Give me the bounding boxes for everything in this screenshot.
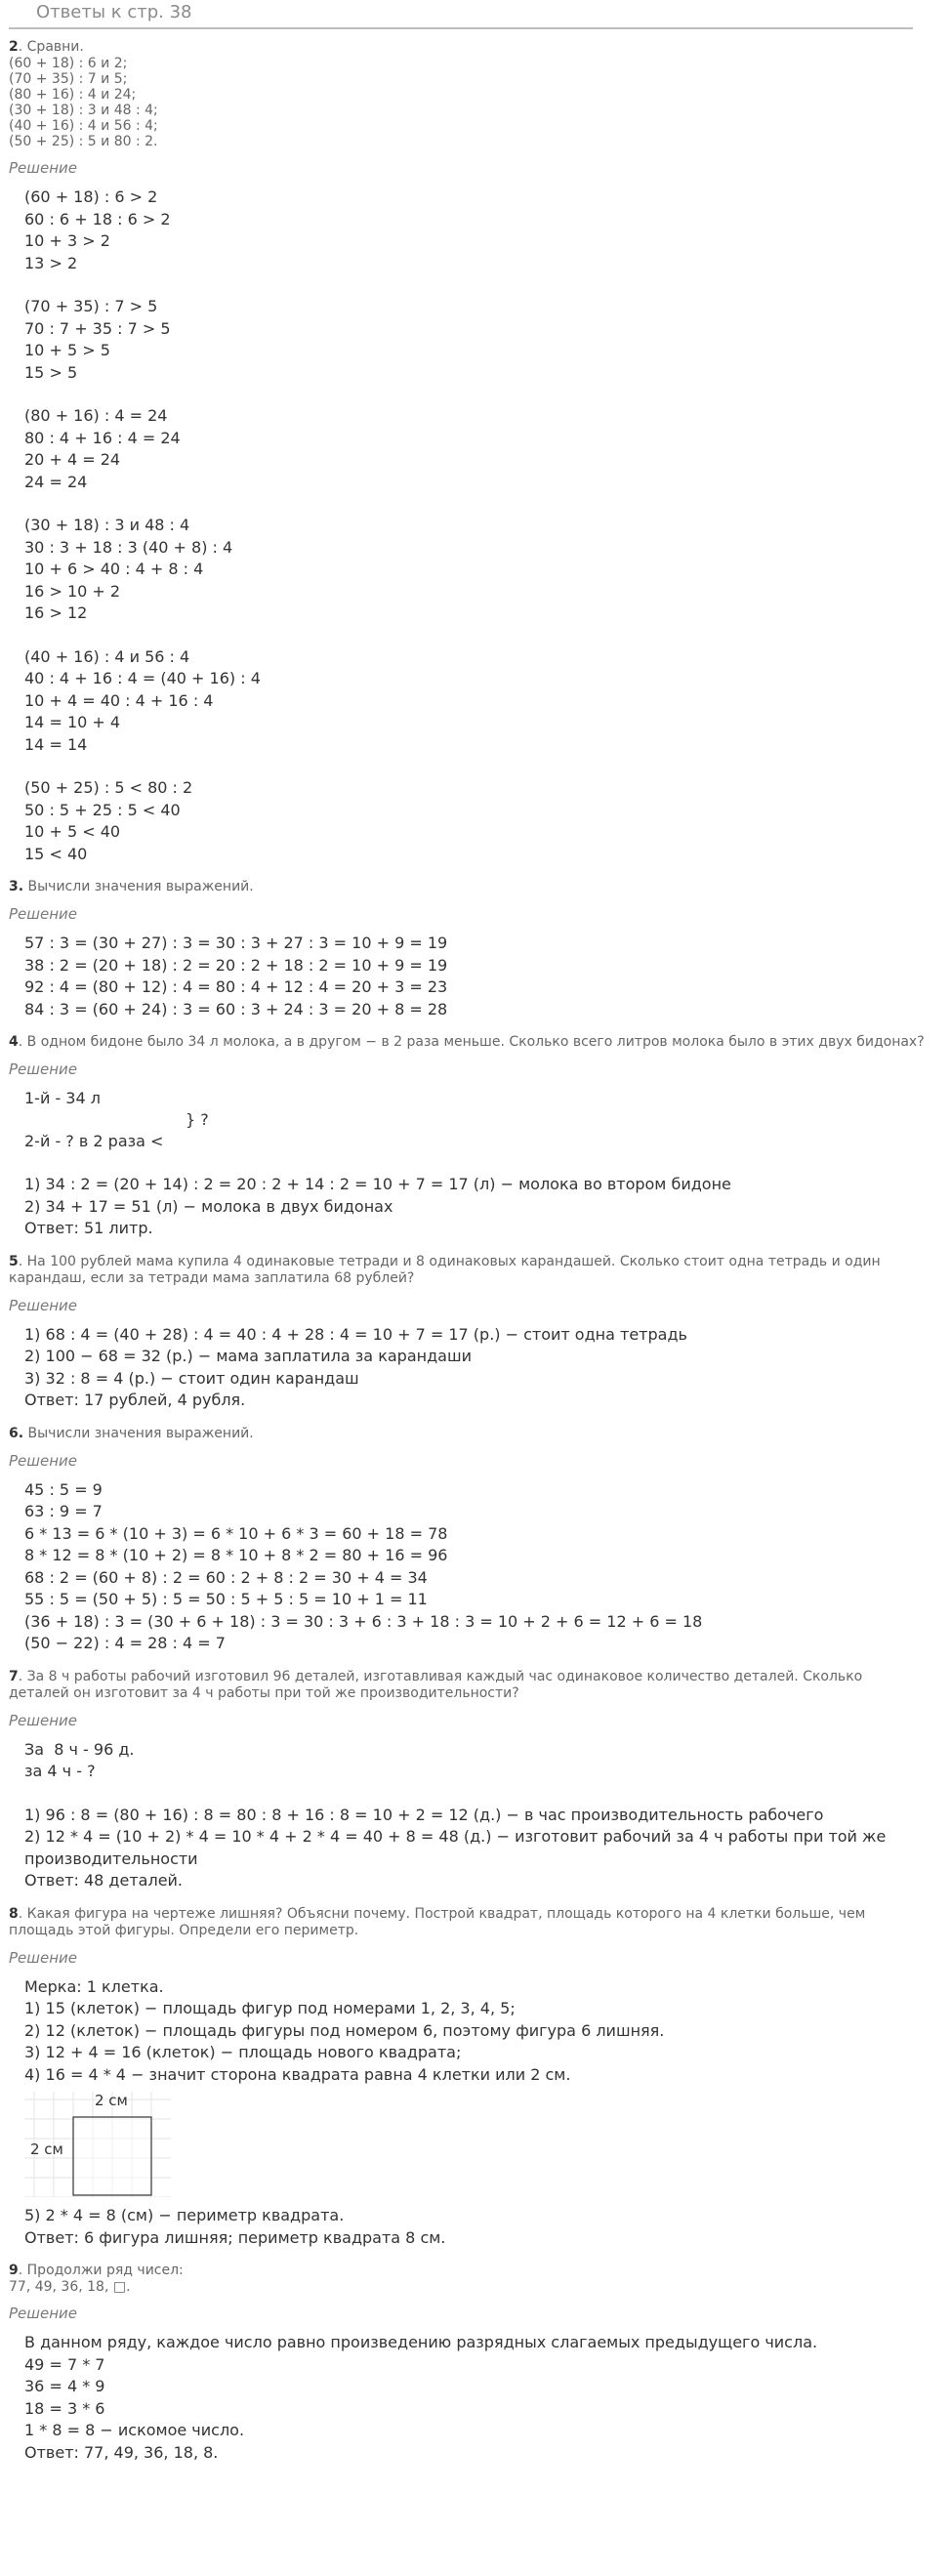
solution-line: 70 : 7 + 35 : 7 > 5 [24,318,171,338]
task-3 [9,879,937,1020]
solution-line: 3) 32 : 8 = 4 (р.) − стоит один карандаш [24,1368,359,1388]
solution-line: (50 − 22) : 4 = 28 : 4 = 7 [24,1634,226,1652]
square-top-label: 2 см [95,2092,128,2109]
solution-line: Мерка: 1 клетка. [24,1976,164,1996]
solution-line: 63 : 9 = 7 [24,1502,103,1520]
solution-line: 15 > 5 [24,362,78,382]
task-number: 2 [9,39,19,55]
given-line: (30 + 18) : 3 и 48 : 4; [9,103,158,118]
task-number: 8 [9,1905,19,1922]
solution-line: (50 + 25) : 5 < 80 : 2 [24,778,193,797]
square-shape [73,2117,151,2195]
solution-line: (40 + 16) : 4 и 56 : 4 [24,646,190,666]
task-statement: 2. Сравни. [9,39,84,55]
task-text: . На 100 рублей мама купила 4 одинаковые тетради и 8 одинаковых карандашей. Сколько стоит одна тетрадь и один карандаш, если за тетради мама заплатила 68 рублей? [9,1253,881,1286]
solution-line: Ответ: 6 фигура лишняя; периметр квадрата 8 см. [24,2227,446,2247]
scheme-row: За 8 ч - 96 д. [24,1739,135,1759]
solution-line: 6 * 13 = 6 * (10 + 3) = 6 * 10 + 6 * 3 = 60 + 18 = 78 [24,1523,448,1543]
solution-line: 4) 16 = 4 * 4 − значит сторона квадрата равна 4 клетки или 2 см. [24,2064,571,2084]
solution-line: 13 > 2 [24,253,78,272]
square-left-label: 2 см [30,2140,63,2158]
solution-line: 16 > 12 [24,603,88,622]
solution-body [9,1088,937,1240]
task-text: . За 8 ч работы рабочий изготовил 96 деталей, изготавливая каждый час одинаковое количество деталей. Сколько деталей он изготовит за 4 ч работы при той же производительности? [9,1668,863,1701]
solution-label: Решение [9,1711,78,1729]
solution-label: Решение [9,905,78,923]
task-statement [9,1669,927,1702]
solution-label: Решение [9,2305,78,2322]
task-text: Вычисли значения выражений. [27,879,254,894]
task-text: . Продолжи ряд чисел: [18,2263,184,2278]
task-7 [9,1669,937,1892]
given-line: (60 + 18) : 6 и 2; [9,56,128,71]
task-4 [9,1034,937,1240]
solution-line: 40 : 4 + 16 : 4 = (40 + 16) : 4 [24,669,261,687]
task-statement [9,879,927,895]
solution-line: 57 : 3 = (30 + 27) : 3 = 30 : 3 + 27 : 3 = 10 + 9 = 19 [24,934,448,952]
solution-line: 10 + 6 > 40 : 4 + 8 : 4 [24,560,204,578]
solution-body [9,187,937,865]
solution-line: 8 * 12 = 8 * (10 + 2) = 8 * 10 + 8 * 2 = 80 + 16 = 96 [24,1546,448,1564]
solution-line: 10 + 5 > 5 [24,341,110,359]
task-text: Сравни. [26,39,84,55]
given-line: (50 + 25) : 5 и 80 : 2. [9,134,158,149]
given-line: (80 + 16) : 4 и 24; [9,87,137,103]
scheme-brace: } ? [186,1110,209,1129]
page-title: Ответы к стр. 38 [36,2,192,22]
solution-line: 50 : 5 + 25 : 5 < 40 [24,800,181,819]
solution-line: 10 + 4 = 40 : 4 + 16 : 4 [24,690,214,710]
solution-body [9,1976,937,2250]
solution-line: 16 > 10 + 2 [24,581,121,601]
task-9 [9,2263,937,2464]
solution-line: 60 : 6 + 18 : 6 > 2 [24,209,171,229]
scheme-row: 2-й - ? в 2 раза < [24,1132,164,1150]
task-statement [9,1034,927,1051]
solution-line: 1) 15 (клеток) − площадь фигур под номерами 1, 2, 3, 4, 5; [24,1999,516,2017]
solution-line: (80 + 16) : 4 = 24 [24,406,168,425]
given-line: (40 + 16) : 4 и 56 : 4; [9,118,158,134]
solution-line: Ответ: 17 рублей, 4 рубля. [24,1391,246,1409]
solution-line: Ответ: 48 деталей. [24,1871,184,1890]
solution-line: Ответ: 51 литр. [24,1219,153,1237]
solution-line: (70 + 35) : 7 > 5 [24,297,158,315]
task-8 [9,1906,937,2250]
solution-body [9,1739,937,1892]
solution-line: 10 + 3 > 2 [24,231,110,250]
solution-line: 55 : 5 = (50 + 5) : 5 = 50 : 5 + 5 : 5 = 10 + 1 = 11 [24,1590,428,1608]
solution-label: Решение [9,159,78,177]
solution-line: 1) 34 : 2 = (20 + 14) : 2 = 20 : 2 + 14 : 2 = 10 + 7 = 17 (л) − молока во втором бидоне [24,1175,731,1193]
solution-line: 14 = 14 [24,734,88,754]
task-5 [9,1254,937,1412]
solution-line: В данном ряду, каждое число равно произведению разрядных слагаемых предыдущего числа. [24,2333,818,2351]
solution-line: 14 = 10 + 4 [24,713,121,731]
task-2 [9,39,937,865]
task-number: 5 [9,1253,19,1269]
task-text: . Какая фигура на чертеже лишняя? Объясни почему. Построй квадрат, площадь которого на 4 клетки больше, чем площадь этой фигуры. Определи его периметр. [9,1905,866,1938]
solution-line: (30 + 18) : 3 и 48 : 4 [24,516,190,534]
solution-line: 2) 34 + 17 = 51 (л) − молока в двух бидонах [24,1196,393,1216]
scheme-row: за 4 ч - ? [24,1762,96,1780]
solution-line: 2) 12 (клеток) − площадь фигуры под номером 6, поэтому фигура 6 лишняя. [24,2020,665,2040]
solution-body [9,933,937,1020]
solution-line: 92 : 4 = (80 + 12) : 4 = 80 : 4 + 12 : 4 = 20 + 3 = 23 [24,977,448,996]
task-number: 9 [9,2263,19,2278]
solution-label: Решение [9,1060,78,1078]
solution-body [9,1324,937,1412]
solution-label: Решение [9,1451,78,1470]
task-text: . В одном бидоне было 34 л молока, а в другом − в 2 раза меньше. Сколько всего литров молока было в этих двух бидонах? [18,1034,925,1050]
solution-label: Решение [9,1948,78,1967]
solution-line: 10 + 5 < 40 [24,822,121,841]
task-text: Вычисли значения выражений. [27,1425,254,1441]
solution-line: 18 = 3 * 6 [24,2398,105,2418]
solution-line: 84 : 3 = (60 + 24) : 3 = 60 : 3 + 24 : 3 = 20 + 8 = 28 [24,999,448,1018]
solution-line: 3) 12 + 4 = 16 (клеток) − площадь нового квадрата; [24,2043,462,2061]
solution-line: 1) 68 : 4 = (40 + 28) : 4 = 40 : 4 + 28 : 4 = 10 + 7 = 17 (р.) − стоит одна тетрадь [24,1324,687,1344]
scheme-row: 1-й - 34 л [24,1089,101,1107]
solution-line: 2) 12 * 4 = (10 + 2) * 4 = 10 * 4 + 2 * 4 = 40 + 8 = 48 (д.) − изготовит рабочий за 4 ч работы при той же производительности [24,1827,887,1868]
solution-line: 1) 96 : 8 = (80 + 16) : 8 = 80 : 8 + 16 : 8 = 10 + 2 = 12 (д.) − в час производительность рабочего [24,1805,824,1824]
task-number: 7 [9,1668,19,1684]
task-statement [9,1906,927,1939]
solution-body [9,1479,937,1655]
task-number: 6. [9,1425,24,1441]
solution-line: 38 : 2 = (20 + 18) : 2 = 20 : 2 + 18 : 2 = 10 + 9 = 19 [24,955,448,975]
solution-line: 68 : 2 = (60 + 8) : 2 = 60 : 2 + 8 : 2 = 30 + 4 = 34 [24,1567,428,1587]
solution-line: 24 = 24 [24,472,88,491]
solution-line: 80 : 4 + 16 : 4 = 24 [24,428,181,447]
given-line: 77, 49, 36, 18, □. [9,2279,131,2295]
solution-label: Решение [9,1296,78,1314]
solution-line: (60 + 18) : 6 > 2 [24,187,158,206]
task-statement [9,1254,927,1287]
task-statement [9,2263,927,2279]
solution-line: 2) 100 − 68 = 32 (р.) − мама заплатила за карандаши [24,1347,472,1365]
solution-line: 30 : 3 + 18 : 3 (40 + 8) : 4 [24,537,233,557]
given-line: (70 + 35) : 7 и 5; [9,71,128,87]
solution-line: 49 = 7 * 7 [24,2354,105,2374]
header-bar [9,0,913,29]
solution-line: 36 = 4 * 9 [24,2377,105,2395]
task-statement [9,1426,927,1442]
solution-line: Ответ: 77, 49, 36, 18, 8. [24,2442,219,2462]
solution-line: (36 + 18) : 3 = (30 + 6 + 18) : 3 = 30 : 3 + 6 : 3 + 18 : 3 = 10 + 2 + 6 = 12 + 6 = 18 [24,1611,703,1631]
solution-line: 5) 2 * 4 = 8 (см) − периметр квадрата. [24,2206,345,2224]
solution-line: 1 * 8 = 8 − искомое число. [24,2421,245,2439]
task-6 [9,1426,937,1655]
task-number: 4 [9,1034,19,1050]
solution-line: 15 < 40 [24,844,88,863]
solution-body [9,2332,937,2464]
task-number: 3. [9,879,24,894]
solution-line: 20 + 4 = 24 [24,450,121,469]
square-drawing [24,2092,937,2197]
solution-line: 45 : 5 = 9 [24,1479,103,1499]
